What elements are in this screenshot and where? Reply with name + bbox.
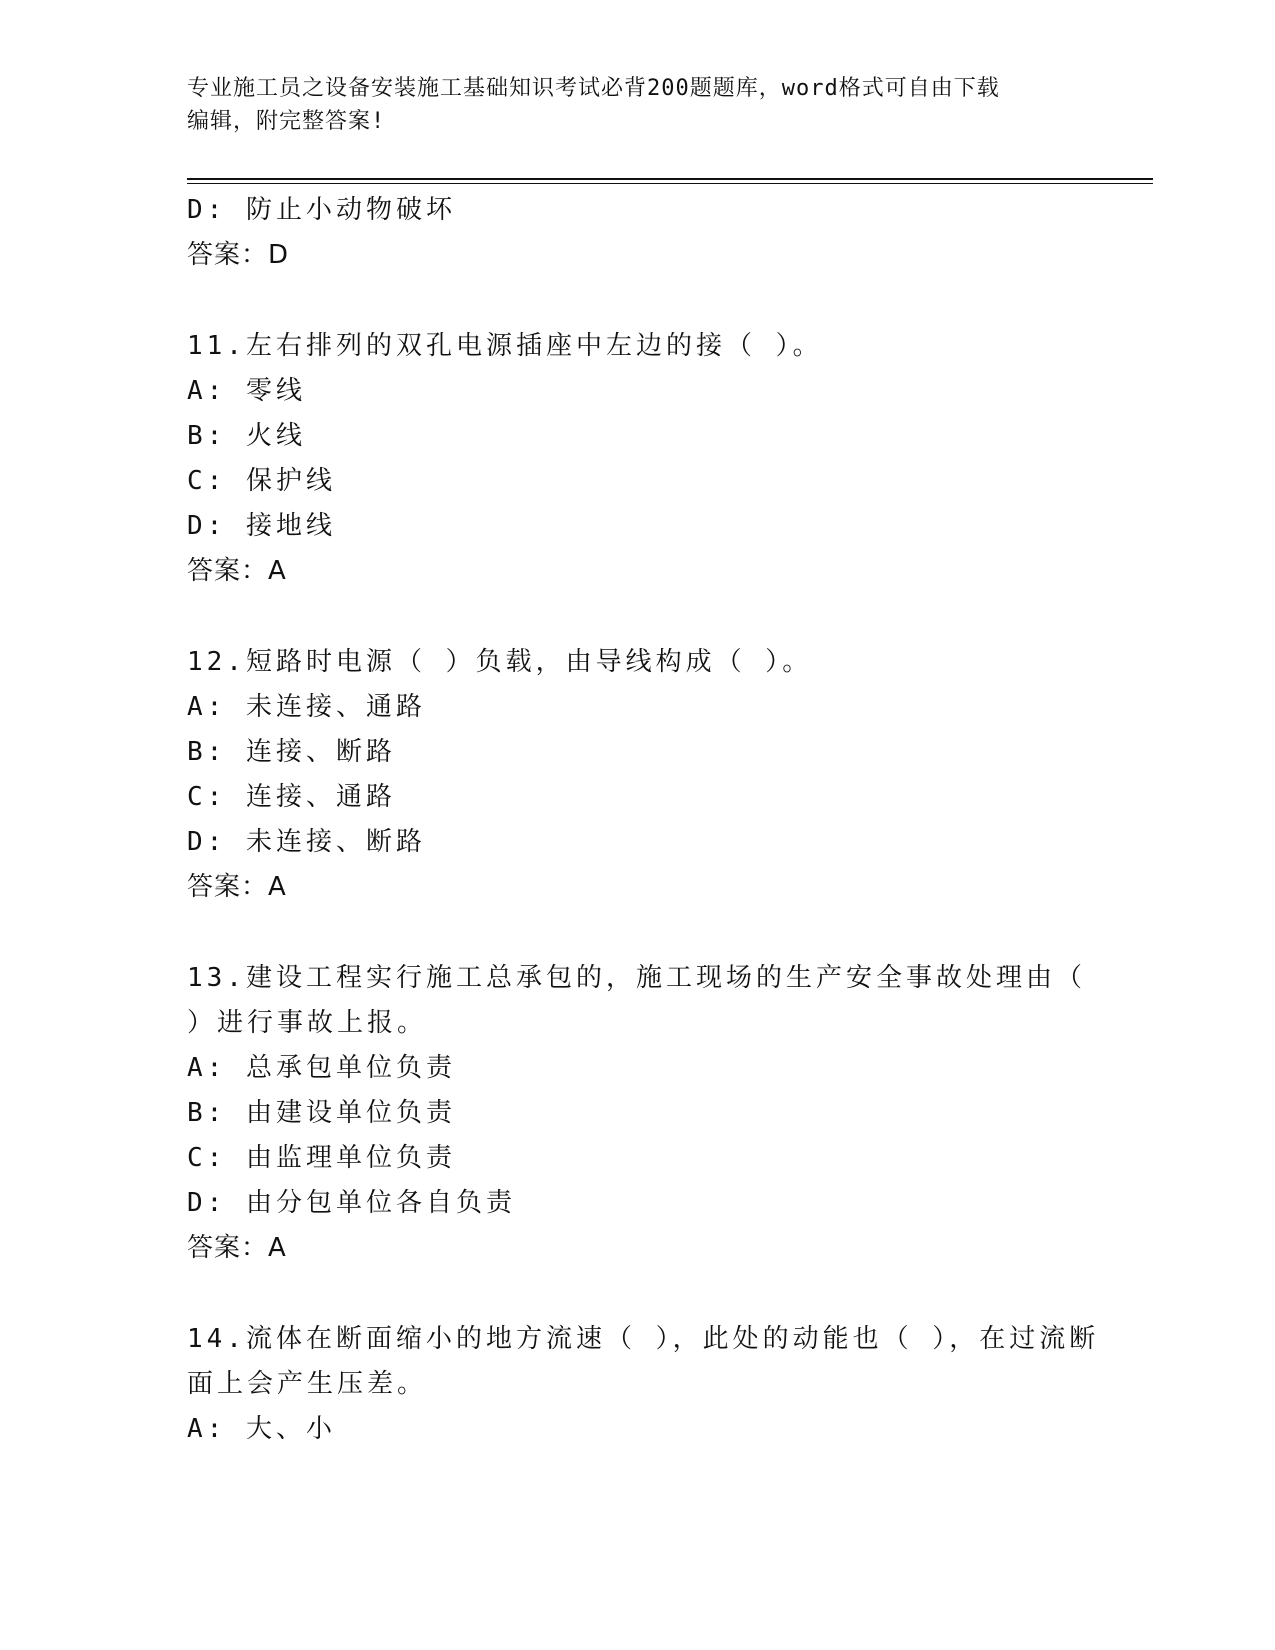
option-b: B: 连接、断路	[187, 737, 396, 767]
answer: 答案：A	[187, 872, 287, 902]
option-d: D: 未连接、断路	[187, 827, 426, 857]
question-stem-line-2: 面上会产生压差。	[187, 1369, 428, 1399]
question-13	[187, 956, 1087, 1271]
option-a: A: 大、小	[187, 1414, 336, 1444]
option-d: D: 接地线	[187, 511, 336, 541]
question-stem: 11.左右排列的双孔电源插座中左边的接（ ）。	[187, 331, 823, 361]
option-b: B: 火线	[187, 421, 306, 451]
option-a: A: 未连接、通路	[187, 692, 426, 722]
header-line-2: 编辑，附完整答案!	[187, 109, 386, 134]
option-c: C: 连接、通路	[187, 782, 396, 812]
option-b: B: 由建设单位负责	[187, 1098, 456, 1128]
header-divider-thin	[187, 183, 1153, 184]
question-stem-line-1: 14.流体在断面缩小的地方流速（ ），此处的动能也（ ），在过流断	[187, 1324, 1100, 1354]
option-a: A: 零线	[187, 376, 306, 406]
option-a: A: 总承包单位负责	[187, 1053, 456, 1083]
option-c: C: 由监理单位负责	[187, 1143, 456, 1173]
question-stem: 12.短路时电源（ ）负载，由导线构成（ ）。	[187, 647, 813, 677]
question-12	[187, 640, 1087, 910]
document-header	[187, 72, 1067, 138]
prev-option-d: D: 防止小动物破坏	[187, 195, 456, 225]
question-11	[187, 324, 1087, 594]
option-d: D: 由分包单位各自负责	[187, 1188, 516, 1218]
question-14	[187, 1317, 1100, 1452]
prev-answer: 答案：D	[187, 240, 290, 270]
option-c: C: 保护线	[187, 466, 336, 496]
question-stem-line-1: 13.建设工程实行施工总承包的，施工现场的生产安全事故处理由（	[187, 963, 1086, 993]
header-line-1: 专业施工员之设备安装施工基础知识考试必背200题题库，word格式可自由下载	[187, 76, 1000, 101]
answer: 答案：A	[187, 556, 287, 586]
answer: 答案：A	[187, 1233, 287, 1263]
header-divider-thick	[187, 178, 1153, 180]
question-content	[187, 188, 1100, 1452]
question-stem-line-2: ）进行事故上报。	[187, 1008, 428, 1038]
